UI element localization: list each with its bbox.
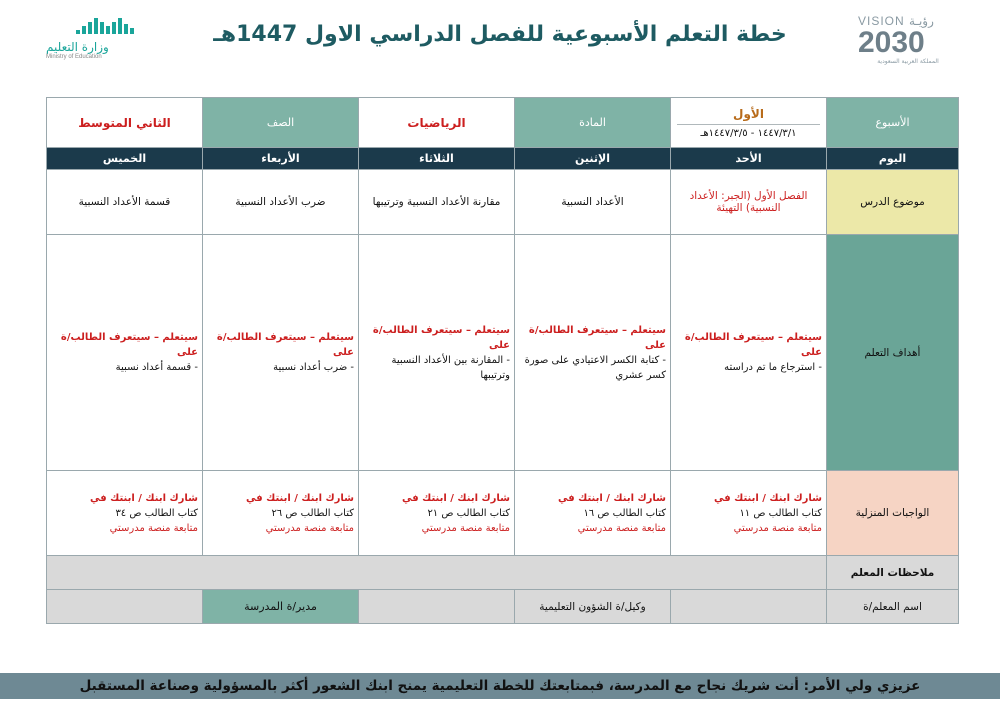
ministry-name-en: Ministry of Education	[46, 54, 102, 60]
vision-label: VISION رؤيـة	[858, 14, 934, 28]
notes-label: ملاحظات المعلم	[827, 556, 959, 590]
info-row	[47, 98, 959, 148]
topic-cell: الفصل الأول (الجبر: الأعداد النسبية) التهيئة	[671, 170, 827, 235]
hw-book: كتاب الطالب ص ١٦	[583, 507, 666, 519]
day-tuesday: الثلاثاء	[359, 148, 515, 170]
topic-cell: قسمة الأعداد النسبية	[47, 170, 203, 235]
homework-cell	[47, 471, 203, 556]
page-footer	[0, 673, 1000, 699]
vision-subtitle: المملكة العربية السعودية	[877, 58, 939, 65]
hw-platform: متابعة منصة مدرستي	[109, 522, 198, 534]
homework-cell	[359, 471, 515, 556]
goal-intro: سيتعلم – سيتعرف الطالب/ة على	[216, 332, 354, 358]
goals-label: أهداف التعلم	[827, 235, 959, 471]
goal-detail: - ضرب أعداد نسبية	[273, 362, 354, 373]
class-value: الثاني المتوسط	[47, 98, 203, 148]
goal-intro: سيتعلم – سيتعرف الطالب/ة على	[372, 324, 510, 351]
days-row	[47, 148, 959, 170]
homework-label: الواجبات المنزلية	[827, 471, 959, 556]
goal-cell	[515, 235, 671, 471]
day-sunday: الأحد	[671, 148, 827, 170]
homework-cell	[671, 471, 827, 556]
day-thursday: الخميس	[47, 148, 203, 170]
teacher-name-cell	[671, 590, 827, 624]
page-header	[0, 0, 1000, 90]
subject-label: المادة	[515, 98, 671, 148]
hw-book: كتاب الطالب ص ١١	[739, 507, 822, 519]
topic-label: موضوع الدرس	[827, 170, 959, 235]
goal-intro: سيتعلم – سيتعرف الطالب/ة على	[60, 332, 198, 358]
goal-intro: سيتعلم – سيتعرف الطالب/ة على	[528, 324, 666, 351]
homework-cell	[515, 471, 671, 556]
vision-2030-logo	[858, 14, 958, 74]
ministry-dots-icon	[74, 18, 136, 38]
week-value: الأول	[677, 107, 820, 125]
homework-cell	[203, 471, 359, 556]
vision-year: 2030	[858, 26, 925, 59]
goal-detail: - قسمة أعداد نسبية	[115, 362, 198, 373]
week-label: الأسبوع	[827, 98, 959, 148]
day-monday: الإثنين	[515, 148, 671, 170]
goal-intro: سيتعلم – سيتعرف الطالب/ة على	[684, 332, 822, 358]
notes-row	[47, 556, 959, 590]
page-title: خطة التعلم الأسبوعية للفصل الدراسي الاول 1447هـ	[213, 22, 787, 47]
footer-message: عزيزي ولي الأمر: أنت شريك نجاح مع المدرسة، فبمتابعتك للخطة التعليمية يمنح ابنك الشعور أكثر بالمسؤولية وصناعة المستقبل	[79, 678, 921, 694]
days-label: اليوم	[827, 148, 959, 170]
goal-cell	[671, 235, 827, 471]
subject-value: الرياضيات	[359, 98, 515, 148]
hw-book: كتاب الطالب ص ٣٤	[115, 507, 198, 519]
goal-detail: - استرجاع ما تم دراسته	[724, 362, 822, 373]
goal-cell	[47, 235, 203, 471]
hw-platform: متابعة منصة مدرستي	[265, 522, 354, 534]
notes-cell	[47, 556, 827, 590]
hw-platform: متابعة منصة مدرستي	[733, 522, 822, 534]
signatures-row	[47, 590, 959, 624]
class-label: الصف	[203, 98, 359, 148]
principal-label: مدير/ة المدرسة	[203, 590, 359, 624]
hw-book: كتاب الطالب ص ٢٦	[271, 507, 354, 519]
hw-share: شارك ابنك / ابنتك في	[714, 492, 822, 504]
goal-detail: - المقارنة بين الأعداد النسبية وترتيبها	[391, 354, 510, 381]
hw-book: كتاب الطالب ص ٢١	[427, 507, 510, 519]
day-wednesday: الأربعاء	[203, 148, 359, 170]
week-dates: ١٤٤٧/٣/١ - ١٤٤٧/٣/٥هـ	[700, 127, 797, 139]
goals-row	[47, 235, 959, 471]
topic-cell: ضرب الأعداد النسبية	[203, 170, 359, 235]
deputy-name-cell	[359, 590, 515, 624]
weekly-plan-table	[46, 97, 959, 624]
goal-detail: - كتابة الكسر الاعتيادي على صورة كسر عشري	[524, 354, 666, 381]
goal-cell	[359, 235, 515, 471]
topic-row	[47, 170, 959, 235]
ministry-name-ar: وزارة التعليم	[46, 40, 109, 54]
topic-cell: مقارنة الأعداد النسبية وترتيبها	[359, 170, 515, 235]
ministry-logo	[46, 18, 146, 68]
principal-name-cell	[47, 590, 203, 624]
hw-share: شارك ابنك / ابنتك في	[402, 492, 510, 504]
hw-platform: متابعة منصة مدرستي	[577, 522, 666, 534]
homework-row	[47, 471, 959, 556]
goal-cell	[203, 235, 359, 471]
topic-cell: الأعداد النسبية	[515, 170, 671, 235]
hw-share: شارك ابنك / ابنتك في	[558, 492, 666, 504]
week-cell	[671, 98, 827, 148]
hw-platform: متابعة منصة مدرستي	[421, 522, 510, 534]
teacher-label: اسم المعلم/ة	[827, 590, 959, 624]
hw-share: شارك ابنك / ابنتك في	[246, 492, 354, 504]
deputy-label: وكيل/ة الشؤون التعليمية	[515, 590, 671, 624]
hw-share: شارك ابنك / ابنتك في	[90, 492, 198, 504]
